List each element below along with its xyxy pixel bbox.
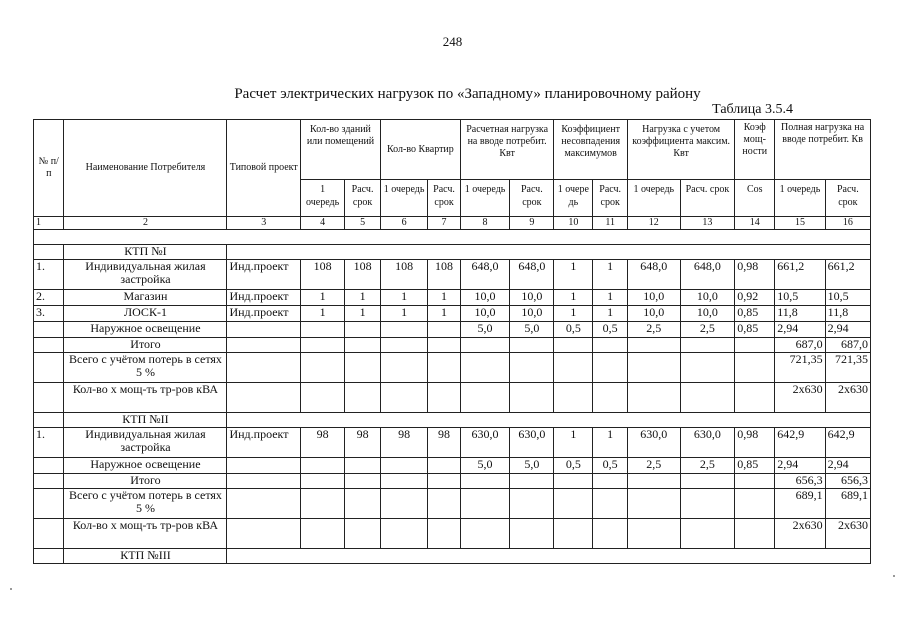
summary-value-term: 687,0: [825, 338, 870, 353]
blank-cell: [735, 489, 775, 519]
row-number: 1.: [34, 260, 64, 290]
calc-load-q1: 630,0: [460, 428, 509, 458]
summary-value-q1: 721,35: [775, 353, 825, 383]
blank-cell: [345, 353, 381, 383]
full-load-q1: 661,2: [775, 260, 825, 290]
blank-cell: [593, 474, 628, 489]
blank-cell: [301, 489, 345, 519]
coef-q1: 1: [554, 306, 593, 322]
blank-cell: [554, 474, 593, 489]
blank-cell: [593, 353, 628, 383]
summary-value-term: 2х630: [825, 519, 870, 549]
blank-cell: [380, 474, 427, 489]
blank-cell: [593, 519, 628, 549]
header-q1-split: 1 очере дь: [554, 180, 593, 217]
blank-cell: [510, 353, 554, 383]
summary-label: Кол-во х мощ-ть тр-ров кВА: [64, 519, 227, 549]
apartments-q1: 1: [380, 306, 427, 322]
blank-cell: [428, 519, 461, 549]
blank-cell: [628, 519, 681, 549]
blank-cell: [34, 353, 64, 383]
apartments-q1: 1: [380, 290, 427, 306]
consumer-name: ЛОСК-1: [64, 306, 227, 322]
buildings-q1: 108: [301, 260, 345, 290]
blank-cell: [735, 383, 775, 413]
buildings-q1: 98: [301, 428, 345, 458]
blank-cell: [227, 413, 871, 428]
blank-cell: [554, 383, 593, 413]
calc-load-q1: 10,0: [460, 290, 509, 306]
blank-cell: [460, 474, 509, 489]
blank-cell: [227, 489, 301, 519]
full-load-q1: 2,94: [775, 458, 825, 474]
column-number: 10: [554, 217, 593, 230]
blank-cell: [680, 383, 735, 413]
full-load-term: 2,94: [825, 458, 870, 474]
blank-cell: [34, 519, 64, 549]
coef-term: 0,5: [593, 322, 628, 338]
header-term: Расч. срок: [345, 180, 381, 217]
load-q1: 2,5: [628, 322, 681, 338]
row-number: [34, 458, 64, 474]
blank-cell: [680, 474, 735, 489]
apartments-term: 108: [428, 260, 461, 290]
apartments-q1: 98: [380, 428, 427, 458]
header-coef: Коэффициент несовпадения максимумов: [554, 120, 628, 180]
header-term: Расч. срок: [680, 180, 735, 217]
blank-cell: [735, 474, 775, 489]
consumer-type: Инд.проект: [227, 428, 301, 458]
blank-cell: [227, 474, 301, 489]
load-term: 2,5: [680, 458, 735, 474]
blank-cell: [628, 383, 681, 413]
load-term: 10,0: [680, 290, 735, 306]
consumer-type: Инд.проект: [227, 260, 301, 290]
blank-cell: [554, 338, 593, 353]
load-q1: 10,0: [628, 290, 681, 306]
consumer-row: [34, 428, 871, 458]
loss-row: [34, 489, 871, 519]
section-title-row: [34, 413, 871, 428]
cos-value: 0,85: [735, 306, 775, 322]
blank-cell: [301, 338, 345, 353]
summary-value-term: 656,3: [825, 474, 870, 489]
column-number: 7: [428, 217, 461, 230]
row-number: 2.: [34, 290, 64, 306]
load-q1: 630,0: [628, 428, 681, 458]
blank-cell: [460, 519, 509, 549]
blank-cell: [34, 413, 64, 428]
blank-cell: [628, 474, 681, 489]
header-calc-load: Расчетная нагрузка на вводе потребит. Квт: [460, 120, 554, 180]
consumer-row: [34, 260, 871, 290]
calc-load-q1: 10,0: [460, 306, 509, 322]
consumer-row: [34, 306, 871, 322]
summary-label: Итого: [64, 474, 227, 489]
document-title: Расчет электрических нагрузок по «Западному» планировочному району: [234, 86, 701, 102]
calc-load-term: 10,0: [510, 306, 554, 322]
header-q1: 1 очередь: [301, 180, 345, 217]
blank-cell: [345, 489, 381, 519]
summary-label: Кол-во х мощ-ть тр-ров кВА: [64, 383, 227, 413]
column-number: 5: [345, 217, 381, 230]
load-q1: 2,5: [628, 458, 681, 474]
blank-cell: [460, 338, 509, 353]
coef-q1: 1: [554, 290, 593, 306]
cos-value: 0,85: [735, 322, 775, 338]
transformer-row: [34, 519, 871, 549]
summary-value-q1: 2х630: [775, 383, 825, 413]
blank-cell: [680, 519, 735, 549]
buildings-q1: [301, 458, 345, 474]
coef-q1: 0,5: [554, 458, 593, 474]
header-num: № п/п: [34, 120, 64, 217]
blank-cell: [628, 338, 681, 353]
cos-value: 0,85: [735, 458, 775, 474]
column-number: 15: [775, 217, 825, 230]
load-term: 630,0: [680, 428, 735, 458]
consumer-type: [227, 322, 301, 338]
consumer-row: [34, 322, 871, 338]
blank-cell: [735, 353, 775, 383]
consumer-row: [34, 458, 871, 474]
blank-cell: [34, 338, 64, 353]
full-load-q1: 2,94: [775, 322, 825, 338]
consumer-name: Магазин: [64, 290, 227, 306]
coef-q1: 0,5: [554, 322, 593, 338]
buildings-q1: [301, 322, 345, 338]
header-type: Типовой проект: [227, 120, 301, 217]
total-row: [34, 338, 871, 353]
blank-cell: [34, 474, 64, 489]
summary-value-q1: 656,3: [775, 474, 825, 489]
blank-cell: [34, 489, 64, 519]
scan-speck: [10, 588, 12, 590]
header-row: [34, 120, 871, 180]
header-term: Расч. срок: [593, 180, 628, 217]
coef-q1: 1: [554, 428, 593, 458]
blank-cell: [510, 519, 554, 549]
blank-cell: [510, 489, 554, 519]
blank-cell: [227, 519, 301, 549]
calc-load-q1: 648,0: [460, 260, 509, 290]
header-q1: 1 очередь: [380, 180, 427, 217]
full-load-term: 2,94: [825, 322, 870, 338]
blank-cell: [628, 353, 681, 383]
calc-load-q1: 5,0: [460, 458, 509, 474]
blank-cell: [628, 489, 681, 519]
page-number: 248: [442, 34, 463, 49]
blank-cell: [735, 519, 775, 549]
blank-cell: [460, 489, 509, 519]
calc-load-term: 648,0: [510, 260, 554, 290]
blank-cell: [380, 519, 427, 549]
section-title: КТП №III: [64, 549, 227, 564]
apartments-q1: 108: [380, 260, 427, 290]
column-number: 13: [680, 217, 735, 230]
blank-cell: [593, 338, 628, 353]
section-title: КТП №II: [64, 413, 227, 428]
blank-cell: [593, 383, 628, 413]
blank-cell: [380, 489, 427, 519]
cos-value: 0,92: [735, 290, 775, 306]
column-number: 3: [227, 217, 301, 230]
column-number: 12: [628, 217, 681, 230]
blank-cell: [345, 338, 381, 353]
header-q1: 1 очередь: [775, 180, 825, 217]
buildings-term: 1: [345, 290, 381, 306]
column-number: 6: [380, 217, 427, 230]
buildings-term: [345, 458, 381, 474]
section-title-row: [34, 245, 871, 260]
blank-cell: [34, 383, 64, 413]
scan-speck: [893, 575, 895, 577]
blank-cell: [345, 474, 381, 489]
header-term: Расч. срок: [510, 180, 554, 217]
summary-value-term: 689,1: [825, 489, 870, 519]
blank-cell: [428, 474, 461, 489]
buildings-q1: 1: [301, 306, 345, 322]
total-row: [34, 474, 871, 489]
summary-value-q1: 687,0: [775, 338, 825, 353]
calc-load-q1: 5,0: [460, 322, 509, 338]
column-number: 16: [825, 217, 870, 230]
full-load-term: 10,5: [825, 290, 870, 306]
blank-cell: [345, 519, 381, 549]
blank-cell: [34, 549, 64, 564]
coef-q1: 1: [554, 260, 593, 290]
summary-value-term: 2х630: [825, 383, 870, 413]
summary-value-q1: 689,1: [775, 489, 825, 519]
consumer-name: Наружное освещение: [64, 458, 227, 474]
column-number: 11: [593, 217, 628, 230]
header-apartments: Кол-во Квартир: [380, 120, 460, 180]
header-full-load: Полная нагрузка на вводе потребит. Кв: [775, 120, 871, 180]
column-number: 8: [460, 217, 509, 230]
header-term: Расч. срок: [428, 180, 461, 217]
header-q1: 1 очередь: [460, 180, 509, 217]
blank-cell: [301, 383, 345, 413]
buildings-q1: 1: [301, 290, 345, 306]
calc-load-term: 5,0: [510, 458, 554, 474]
buildings-term: 1: [345, 306, 381, 322]
summary-label: Всего с учётом потерь в сетях 5 %: [64, 353, 227, 383]
column-number: 9: [510, 217, 554, 230]
header-q1: 1 очередь: [628, 180, 681, 217]
blank-cell: [227, 353, 301, 383]
blank-cell: [380, 338, 427, 353]
blank-cell: [554, 489, 593, 519]
blank-cell: [301, 474, 345, 489]
coef-term: 0,5: [593, 458, 628, 474]
blank-cell: [510, 338, 554, 353]
blank-cell: [428, 489, 461, 519]
section-title: КТП №I: [64, 245, 227, 260]
blank-cell: [227, 383, 301, 413]
header-name: Наименование Потребителя: [64, 120, 227, 217]
full-load-term: 661,2: [825, 260, 870, 290]
loads-table: [33, 119, 871, 564]
section-title-row: [34, 549, 871, 564]
blank-cell: [460, 383, 509, 413]
column-numbers-row: [34, 217, 871, 230]
blank-cell: [301, 519, 345, 549]
calc-load-term: 10,0: [510, 290, 554, 306]
blank-cell: [735, 338, 775, 353]
blank-cell: [510, 474, 554, 489]
blank-cell: [227, 549, 871, 564]
blank-cell: [380, 383, 427, 413]
full-load-q1: 10,5: [775, 290, 825, 306]
apartments-term: [428, 322, 461, 338]
full-load-q1: 11,8: [775, 306, 825, 322]
buildings-term: 108: [345, 260, 381, 290]
load-term: 10,0: [680, 306, 735, 322]
blank-cell: [428, 353, 461, 383]
consumer-name: Наружное освещение: [64, 322, 227, 338]
blank-cell: [680, 489, 735, 519]
header-load-coef: Нагрузка с учетом коэффициента максим. Квт: [628, 120, 735, 180]
buildings-term: 98: [345, 428, 381, 458]
blank-cell: [380, 353, 427, 383]
blank-cell: [680, 338, 735, 353]
calc-load-term: 5,0: [510, 322, 554, 338]
blank-cell: [301, 353, 345, 383]
blank-cell: [554, 519, 593, 549]
blank-cell: [510, 383, 554, 413]
load-q1: 10,0: [628, 306, 681, 322]
header-cos: Cos: [735, 180, 775, 217]
blank-cell: [34, 245, 64, 260]
load-term: 2,5: [680, 322, 735, 338]
loss-row: [34, 353, 871, 383]
load-q1: 648,0: [628, 260, 681, 290]
summary-value-q1: 2х630: [775, 519, 825, 549]
header-power-coef: Коэф мощ- ности: [735, 120, 775, 180]
consumer-name: Индивидуальная жилая застройка: [64, 428, 227, 458]
header-buildings: Кол-во зданий или помещений: [301, 120, 381, 180]
buildings-term: [345, 322, 381, 338]
transformer-row: [34, 383, 871, 413]
summary-label: Всего с учётом потерь в сетях 5 %: [64, 489, 227, 519]
row-number: [34, 322, 64, 338]
consumer-name: Индивидуальная жилая застройка: [64, 260, 227, 290]
column-number: 1: [34, 217, 64, 230]
calc-load-term: 630,0: [510, 428, 554, 458]
blank-cell: [460, 353, 509, 383]
coef-term: 1: [593, 428, 628, 458]
blank-cell: [593, 489, 628, 519]
spacer-cell: [34, 230, 871, 245]
blank-cell: [554, 353, 593, 383]
blank-cell: [428, 338, 461, 353]
row-number: 3.: [34, 306, 64, 322]
blank-cell: [227, 245, 871, 260]
table-label: Таблица 3.5.4: [712, 102, 793, 117]
blank-cell: [345, 383, 381, 413]
full-load-q1: 642,9: [775, 428, 825, 458]
summary-label: Итого: [64, 338, 227, 353]
column-number: 14: [735, 217, 775, 230]
apartments-q1: [380, 458, 427, 474]
apartments-term: [428, 458, 461, 474]
blank-cell: [680, 353, 735, 383]
spacer-row: [34, 230, 871, 245]
load-term: 648,0: [680, 260, 735, 290]
column-number: 2: [64, 217, 227, 230]
row-number: 1.: [34, 428, 64, 458]
cos-value: 0,98: [735, 260, 775, 290]
full-load-term: 642,9: [825, 428, 870, 458]
apartments-term: 1: [428, 306, 461, 322]
column-number: 4: [301, 217, 345, 230]
coef-term: 1: [593, 306, 628, 322]
apartments-term: 1: [428, 290, 461, 306]
apartments-term: 98: [428, 428, 461, 458]
full-load-term: 11,8: [825, 306, 870, 322]
apartments-q1: [380, 322, 427, 338]
consumer-type: [227, 458, 301, 474]
blank-cell: [428, 383, 461, 413]
coef-term: 1: [593, 290, 628, 306]
blank-cell: [227, 338, 301, 353]
consumer-type: Инд.проект: [227, 306, 301, 322]
summary-value-term: 721,35: [825, 353, 870, 383]
cos-value: 0,98: [735, 428, 775, 458]
coef-term: 1: [593, 260, 628, 290]
consumer-row: [34, 290, 871, 306]
consumer-type: Инд.проект: [227, 290, 301, 306]
header-term: Расч. срок: [825, 180, 870, 217]
